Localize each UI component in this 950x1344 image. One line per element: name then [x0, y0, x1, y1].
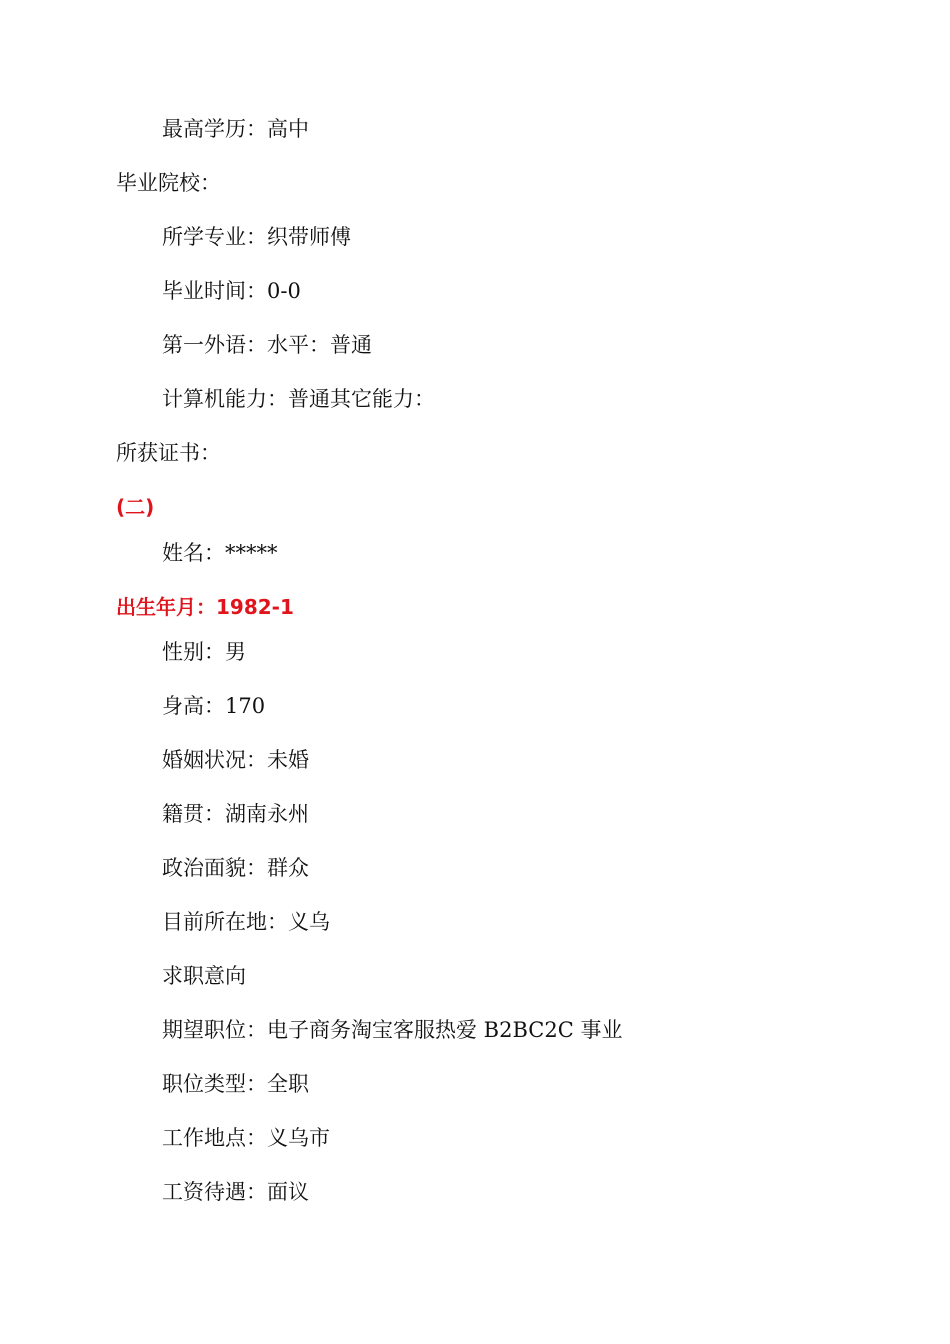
- major: 所学专业：织带师傅: [162, 225, 351, 249]
- certificates: 所获证书：: [116, 441, 221, 465]
- current-location: 目前所在地：义乌: [162, 910, 330, 934]
- desired-position: 期望职位：电子商务淘宝客服热爱 B2BC2C 事业: [162, 1018, 623, 1042]
- salary: 工资待遇：面议: [162, 1180, 309, 1204]
- graduation-time: 毕业时间：0-0: [162, 279, 301, 303]
- computer-skills: 计算机能力：普通其它能力：: [162, 387, 435, 411]
- job-type: 职位类型：全职: [162, 1072, 309, 1096]
- section-heading-two: (二): [116, 495, 155, 519]
- work-location: 工作地点：义乌市: [162, 1126, 330, 1150]
- marital-status: 婚姻状况：未婚: [162, 748, 309, 772]
- name: 姓名：*****: [162, 541, 278, 565]
- first-foreign-language: 第一外语：水平：普通: [162, 333, 372, 357]
- gender: 性别：男: [162, 640, 246, 664]
- political-status: 政治面貌：群众: [162, 856, 309, 880]
- native-place: 籍贯：湖南永州: [162, 802, 309, 826]
- birth-date-heading: 出生年月：1982-1: [116, 595, 294, 619]
- height: 身高：170: [162, 694, 266, 718]
- graduate-school: 毕业院校：: [116, 171, 221, 195]
- job-intention: 求职意向: [162, 964, 246, 988]
- highest-education: 最高学历：高中: [162, 117, 309, 141]
